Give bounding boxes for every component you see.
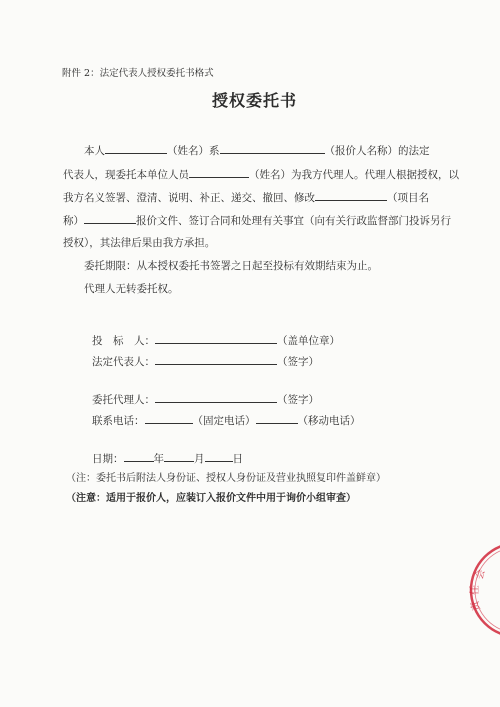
body-line-3	[63, 190, 429, 205]
bidder-label: 投 标 人：	[92, 335, 155, 347]
bidder-row	[92, 333, 340, 348]
landline-blank	[145, 413, 193, 424]
text-bidder-name: （报价人名称）的法定	[324, 145, 430, 157]
no-transfer-line: 代理人无转委托权。	[84, 283, 179, 295]
year-text: 年	[153, 453, 164, 465]
body-line-4	[63, 213, 451, 228]
note-2: （注意：适用于报价人，应装订入报价文件中用于询价小组审查）	[66, 493, 356, 504]
phone-label: 联系电话：	[92, 415, 145, 427]
text-project-name: （项目名	[387, 192, 429, 204]
legal-rep-note: （签字）	[277, 356, 319, 368]
term-line: 委托期限：从本授权委托书签署之日起至投标有效期结束为止。	[84, 260, 378, 272]
mobile-blank	[256, 413, 298, 424]
body-line-1	[84, 143, 430, 158]
agent-row	[92, 392, 319, 407]
legal-rep-label: 法定代表人：	[92, 356, 155, 368]
name-blank	[105, 143, 167, 154]
body-line-2	[63, 167, 459, 182]
text-authority: 我方名义签署、澄清、说明、补正、递交、撤回、修改	[63, 192, 315, 204]
legal-rep-blank	[155, 354, 277, 365]
project-name-blank	[315, 190, 387, 201]
bidder-blank	[155, 333, 277, 344]
text-ben-ren: 本人	[84, 145, 105, 157]
agent-note: （签字）	[277, 394, 319, 406]
text-commission: 代表人，现委托本单位人员	[63, 169, 189, 181]
body-line-5: 授权），其法律后果由我方承担。	[63, 237, 216, 249]
month-text: 月	[194, 453, 205, 465]
landline-note: （固定电话）	[192, 415, 256, 427]
year-blank	[124, 451, 154, 462]
text-quote-docs: 报价文件、签订合同和处理有关事宜（向有关行政监督部门投诉另行	[136, 215, 451, 227]
agent-blank	[155, 392, 277, 403]
agent-label: 委托代理人：	[92, 394, 155, 406]
agent-name-blank	[189, 167, 249, 178]
svg-text:任: 任	[470, 585, 481, 595]
text-agent-role: （姓名）为我方代理人。代理人根据授权，以	[249, 169, 459, 181]
note-1: （注：委托书后附法人身份证、授权人身份证及营业执照复印件盖鲜章）	[66, 473, 386, 484]
day-blank	[205, 451, 233, 462]
mobile-note: （移动电话）	[297, 415, 361, 427]
text-name-xi: （姓名）系	[167, 145, 220, 157]
day-text: 日	[232, 453, 243, 465]
bidder-note: （盖单位章）	[277, 335, 340, 347]
date-row	[92, 451, 243, 466]
legal-rep-row	[92, 354, 319, 369]
svg-text:会: 会	[474, 568, 488, 581]
phone-row	[92, 413, 361, 428]
month-blank	[164, 451, 194, 462]
project-name-blank-2	[84, 213, 136, 224]
appendix-header: 附件 2：法定代表人授权委托书格式	[62, 68, 214, 79]
red-seal-stamp	[460, 540, 500, 640]
bidder-name-blank	[220, 143, 325, 154]
date-label: 日期：	[92, 453, 124, 465]
text-cheng: 称）	[63, 215, 84, 227]
svg-text:责: 责	[469, 599, 483, 613]
page-title: 授权委托书	[212, 91, 298, 110]
